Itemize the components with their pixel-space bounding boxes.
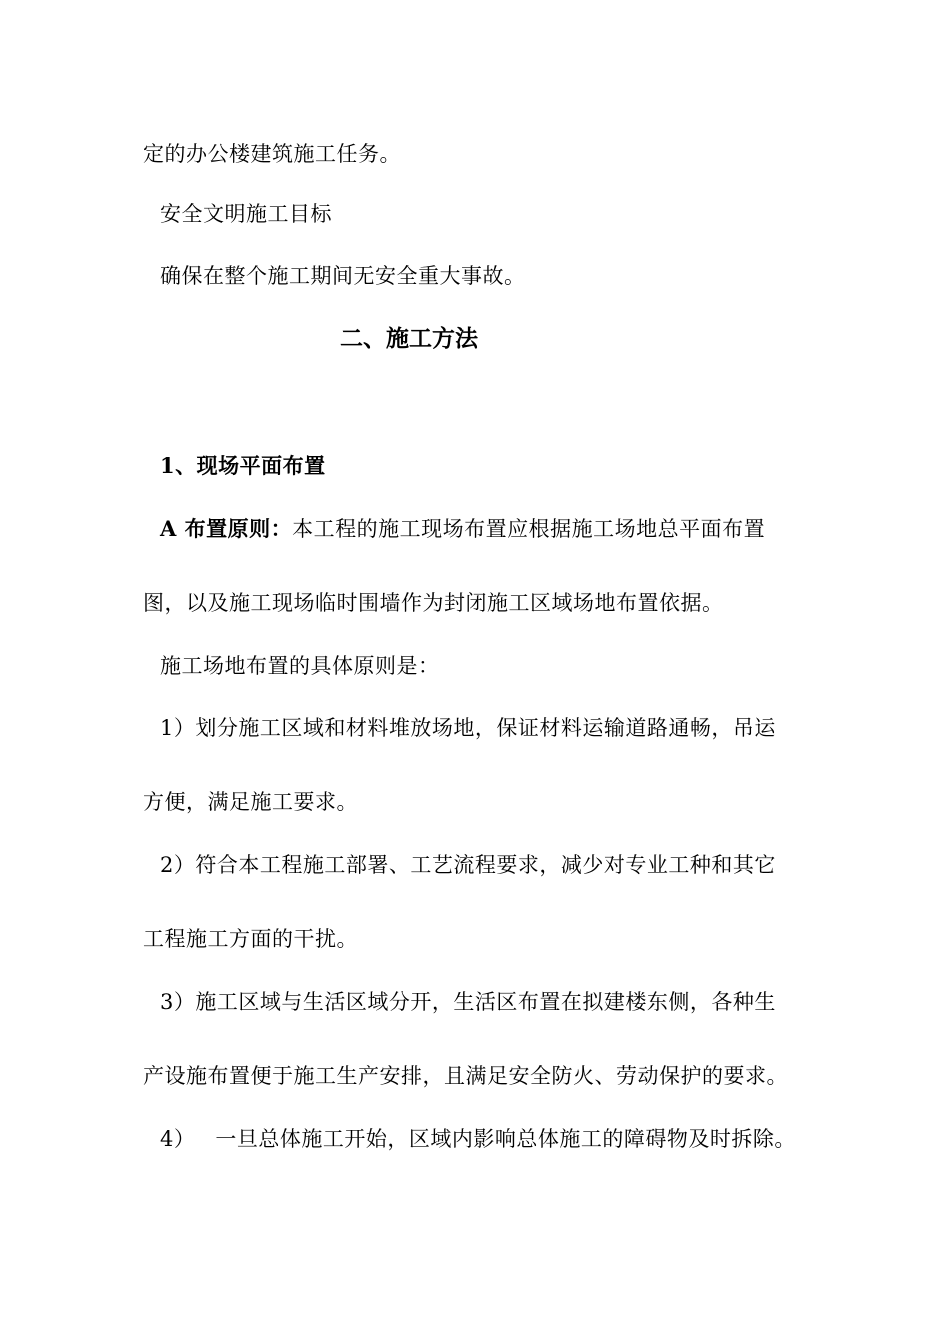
- list-item: 1）划分施工区域和材料堆放场地，保证材料运输道路通畅，吊运: [160, 716, 776, 740]
- section-title: 二、施工方法: [340, 325, 478, 352]
- list-item: 2）符合本工程施工部署、工艺流程要求，减少对专业工种和其它: [160, 853, 776, 877]
- paragraph-line: [160, 515, 765, 543]
- list-number: 4）: [160, 1127, 196, 1151]
- list-text: 一旦总体施工开始，区域内影响总体施工的障碍物及时拆除。: [215, 1127, 796, 1151]
- principle-label: A 布置原则：: [160, 516, 293, 541]
- paragraph-line: 定的办公楼建筑施工任务。: [143, 142, 401, 166]
- list-item: 3）施工区域与生活区域分开，生活区布置在拟建楼东侧，各种生: [160, 990, 776, 1014]
- paragraph-line: 安全文明施工目标: [160, 202, 332, 226]
- principle-text: 本工程的施工现场布置应根据施工场地总平面布置: [292, 517, 766, 541]
- paragraph-line: 图，以及施工现场临时围墙作为封闭施工区域场地布置依据。: [143, 591, 724, 615]
- list-item-continuation: 方便，满足施工要求。: [143, 790, 358, 814]
- subsection-heading: 1、现场平面布置: [160, 453, 326, 478]
- paragraph-line: 确保在整个施工期间无安全重大事故。: [160, 264, 526, 288]
- list-item-continuation: 工程施工方面的干扰。: [143, 927, 358, 951]
- paragraph-line: 施工场地布置的具体原则是：: [160, 654, 440, 678]
- list-item-continuation: 产设施布置便于施工生产安排，且满足安全防火、劳动保护的要求。: [143, 1064, 788, 1088]
- list-item: [160, 1125, 796, 1153]
